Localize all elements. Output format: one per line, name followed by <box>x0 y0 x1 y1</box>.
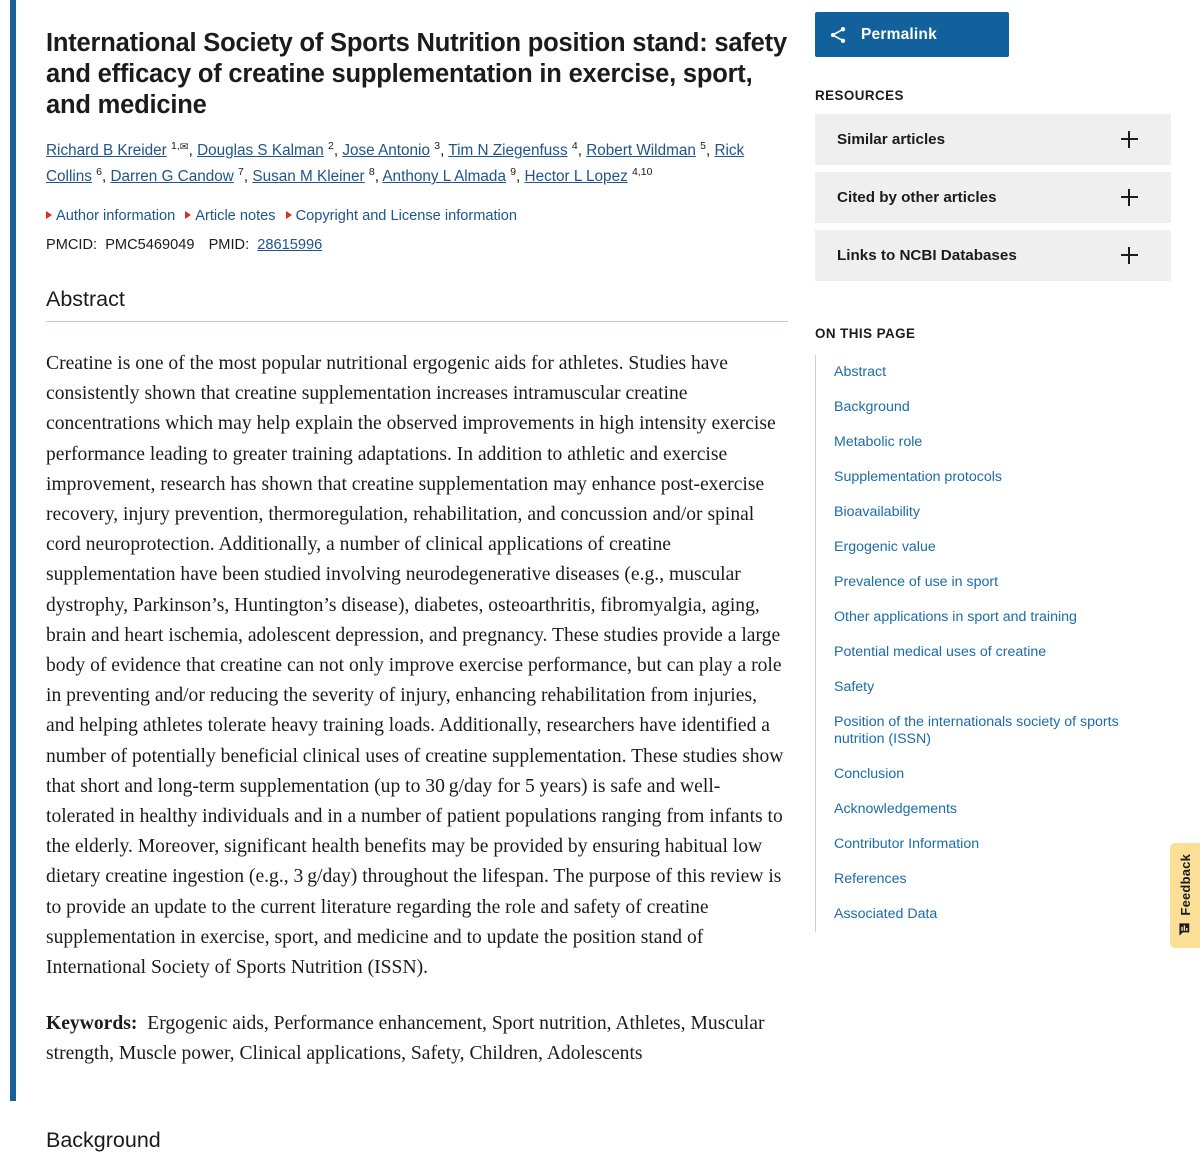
author-affiliation-marker: 5 <box>700 139 706 152</box>
author-link[interactable]: Darren G Candow <box>110 168 234 185</box>
author-link[interactable]: Richard B Kreider <box>46 142 167 159</box>
author-list: Richard B Kreider $^{1,✉}$, Douglas S Kalman $^2$, Jose Antonio $^3$, Tim N Ziegenfuss $^4$, Robert Wildman $^5$, Rick Collins $^6$, Darren G Candow $^7$, Susan M Kleiner $^8$, Anthony L Almada $^9$, Hector L Lopez $^{4,10}$ <box>46 139 745 185</box>
keywords-line <box>46 1009 788 1069</box>
toc-item[interactable]: Acknowledgements <box>834 801 958 817</box>
abstract-text: Creatine is one of the most popular nutritional ergogenic aids for athletes. Studies have consistently shown that creatine supplementation increases intramuscular creatine concentrations which may help explain the observed improvements in high intensity exercise performance leading to greater training adaptations. In addition to athletic and exercise improvement, research has shown that creatine supplementation may enhance post-exercise recovery, injury prevention, thermoregulation, rehabilitation, and concussion and/or spinal cord neuroprotection. Additionally, a number of clinical applications of creatine supplementation have been studied involving neurodegenerative diseases (e.g., muscular dystrophy, Parkinson’s, Huntington’s disease), diabetes, osteoarthritis, fibromyalgia, aging, brain and heart ischemia, adolescent depression, and pregnancy. These studies provide a large body of evidence that creatine can not only improve exercise performance, but can play a role in preventing and/or reducing the severity of injury, enhancing rehabilitation from injuries, and helping athletes tolerate heavy training loads. Additionally, researchers have identified a number of potentially beneficial clinical uses of creatine supplementation. These studies show that short and long-term supplementation (up to 30 g/day for 5 years) is safe and well-tolerated in healthy individuals and in a number of patient populations ranging from infants to the elderly. Moreover, significant health benefits may be provided by ensuring habitual low dietary creatine ingestion (e.g., 3 g/day) throughout the lifespan. The purpose of this review is to provide an update to the current literature regarding the role and safety of creatine supplementation in exercise, sport, and medicine and to update the position stand of International Society of Sports Nutrition (ISSN). <box>46 353 784 979</box>
permalink-button[interactable] <box>815 12 1009 57</box>
author-link[interactable]: Robert Wildman <box>586 142 696 159</box>
abstract-heading: Abstract <box>46 253 788 322</box>
toc-item[interactable]: Conclusion <box>834 766 905 782</box>
toc-item[interactable]: Associated Data <box>834 906 938 922</box>
accordion-label: Links to NCBI Databases <box>837 247 1017 264</box>
resources-heading: RESOURCES <box>815 88 904 103</box>
toc-item[interactable]: References <box>834 871 907 887</box>
author-link[interactable]: Hector L Lopez <box>524 168 628 185</box>
feedback-label: Feedback <box>1177 853 1193 916</box>
pmcid-value: PMC5469049 <box>105 237 195 253</box>
triangle-right-icon <box>46 211 52 219</box>
permalink-label: Permalink <box>861 25 937 43</box>
pmid-link[interactable]: 28615996 <box>257 237 323 253</box>
author-affiliation-marker: 4 <box>571 139 578 152</box>
accordion-row[interactable] <box>815 172 1171 223</box>
triangle-right-icon <box>286 211 292 219</box>
pmid-label: PMID: <box>208 237 250 253</box>
toc-item[interactable]: Prevalence of use in sport <box>834 574 999 590</box>
author-affiliation-marker: 4,10 <box>631 165 653 178</box>
author-link[interactable]: Jose Antonio <box>342 142 430 159</box>
page-title: International Society of Sports Nutrition position stand: safety and efficacy of creatine supplementation in exercise, sport, and medicine <box>46 29 787 119</box>
chart-bar-icon <box>1178 922 1193 937</box>
toc-item[interactable]: Metabolic role <box>834 434 923 450</box>
accordion-row[interactable] <box>815 230 1171 281</box>
toc-item[interactable]: Bioavailability <box>834 504 920 520</box>
author-link[interactable]: Rick Collins <box>46 142 745 185</box>
meta-link[interactable]: Article notes <box>195 208 276 224</box>
plus-icon[interactable] <box>1121 189 1138 206</box>
on-this-page-heading: ON THIS PAGE <box>815 326 916 341</box>
triangle-right-icon <box>185 211 191 219</box>
accordion-label: Cited by other articles <box>837 189 997 206</box>
plus-icon[interactable] <box>1121 247 1138 264</box>
author-affiliation-marker: 8 <box>368 165 375 178</box>
toc-item[interactable]: Supplementation protocols <box>834 469 1002 485</box>
author-link[interactable]: Douglas S Kalman <box>197 142 324 159</box>
left-accent-rail <box>10 0 16 1101</box>
article-meta-links <box>46 206 788 226</box>
toc-item[interactable]: Safety <box>834 679 875 695</box>
author-affiliation-marker: 1, <box>170 139 180 152</box>
toc-item[interactable]: Ergogenic value <box>834 539 936 555</box>
meta-link[interactable]: Copyright and License information <box>295 208 518 224</box>
share-icon <box>815 25 861 45</box>
background-heading: Background <box>46 1128 161 1153</box>
meta-link[interactable]: Author information <box>56 208 176 224</box>
pmcid-label: PMCID: <box>46 237 98 253</box>
author-link[interactable]: Tim N Ziegenfuss <box>448 142 568 159</box>
plus-icon[interactable] <box>1121 131 1138 148</box>
meta-link-item[interactable] <box>46 206 175 226</box>
toc-item[interactable]: Position of the internationals society of sports nutrition (ISSN) <box>834 714 1119 747</box>
on-this-page-nav <box>815 355 1171 932</box>
author-affiliation-marker: 9 <box>510 165 517 178</box>
author-affiliation-marker: 7 <box>238 165 244 178</box>
keywords-values: Ergogenic aids, Performance enhancement, Sport nutrition, Athletes, Muscular strength, Muscle power, Clinical applications, Safety, Children, Adolescents <box>46 1013 765 1065</box>
article-column <box>46 0 788 1153</box>
accordion-label: Similar articles <box>837 131 946 148</box>
keywords-label: Keywords: <box>46 1013 138 1035</box>
toc-item[interactable]: Background <box>834 399 910 415</box>
meta-link-item[interactable] <box>286 206 517 226</box>
author-link[interactable]: Susan M Kleiner <box>252 168 365 185</box>
article-identifiers <box>46 237 788 253</box>
toc-item[interactable]: Abstract <box>834 364 887 380</box>
resources-accordion-group <box>815 114 1171 281</box>
sidebar <box>815 0 1171 932</box>
author-affiliation-marker: 6 <box>96 165 102 178</box>
accordion-row[interactable] <box>815 114 1171 165</box>
toc-item[interactable]: Other applications in sport and training <box>834 609 1077 625</box>
author-affiliation-marker: 3 <box>434 139 441 152</box>
toc-item[interactable]: Potential medical uses of creatine <box>834 644 1047 660</box>
author-link[interactable]: Anthony L Almada <box>382 168 506 185</box>
toc-item[interactable]: Contributor Information <box>834 836 980 852</box>
meta-link-item[interactable] <box>185 206 275 226</box>
feedback-tab[interactable] <box>1170 843 1200 948</box>
author-affiliation-marker: 2 <box>328 139 334 152</box>
